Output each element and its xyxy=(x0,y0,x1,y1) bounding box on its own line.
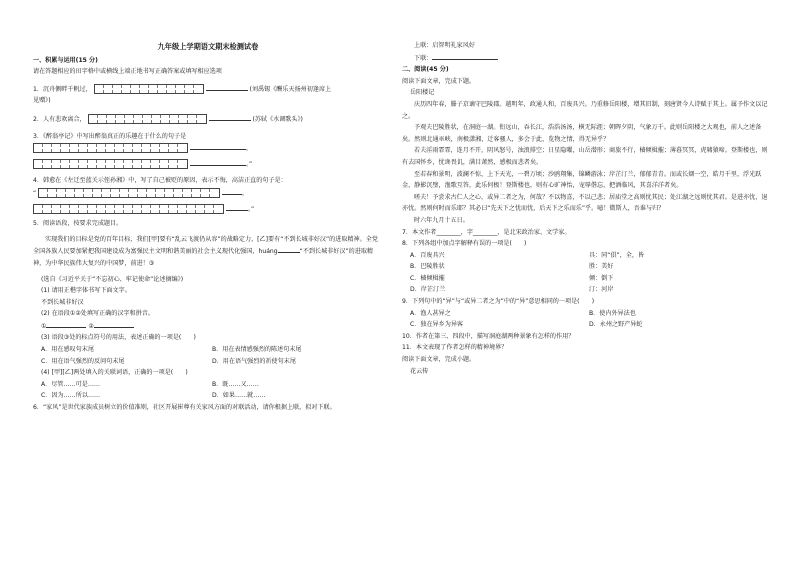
question-10: 10．作者在第三、四段中，描写洞庭湖两种景象有怎样的作用？ xyxy=(402,332,575,340)
q1-source-cont: 见赠》) xyxy=(33,97,51,105)
q5-passage xyxy=(33,234,383,270)
q8-option-b-gloss: 胜：美好 xyxy=(589,263,614,271)
q4-writing-grid-1[interactable] xyxy=(38,188,220,198)
article-paragraph-6: 时六年九月十五日。 xyxy=(414,216,469,224)
q5-source: (选自《习近平关于“不忘初心、牢记使命”论述摘编》) xyxy=(41,275,184,283)
q3-writing-grid-1[interactable] xyxy=(33,143,188,153)
couplet-answer-line[interactable] xyxy=(432,52,498,60)
option-a[interactable]: A．用在感叹句末尾 xyxy=(41,346,94,354)
right-column xyxy=(402,0,768,377)
q5-sub-2-mark-1: ① xyxy=(41,322,47,330)
couplet-upper: 上联：启智明礼家风好 xyxy=(414,42,475,49)
q4-writing-grid-2[interactable] xyxy=(33,204,224,214)
option-a[interactable]: A．尽管……可是…… xyxy=(41,380,101,388)
couplet-lower xyxy=(402,52,768,65)
question-6: 6．“家风”是世代家族成员树立的价值准则，社区开展崔尊有关家风方面的对联活动，请你根据上联，拟对下联。 xyxy=(33,404,336,412)
q1-prompt: 1．沉舟侧畔千帆过， xyxy=(33,85,92,93)
article-paragraph-3: 若夫淫雨霏霏，连月不开，阴风怒号，浊浪排空；日星隐曜，山岳潜形；商旅不行，樯倾楫摧；薄暮冥冥，虎啸猿啼。登斯楼也，则有去国怀乡，忧谗畏讥，满目萧然，感极而悲者矣。 xyxy=(402,147,768,166)
q5-sub-3: (3) 语段③处的标点符号的用法，表述正确的一项是( ) xyxy=(41,334,196,342)
option-c[interactable]: C．用在语气强烈的反问句末尾 xyxy=(41,357,125,365)
section-heading-2: 二、阅读(45 分) xyxy=(402,66,449,74)
q8-option-d-word: D．岸芷汀兰 xyxy=(410,286,446,294)
reading-intro: 阅读下面文章，完成下题。 xyxy=(402,77,476,85)
option-c[interactable]: C．独在异乡为异客 xyxy=(410,321,464,329)
q4-answer-row-2 xyxy=(33,203,383,216)
exam-title: 九年级上学期语文期末检测试卷 xyxy=(157,42,259,51)
q4-open-quote: “ xyxy=(33,189,37,197)
section-heading-1: 一、积累与运用(15 分) xyxy=(33,56,98,64)
q4-answer-line-2[interactable] xyxy=(226,203,248,211)
q5-sub-2: (2) 在语段①②处填写正确的汉字和拼音。 xyxy=(41,310,154,318)
q8-option-d[interactable] xyxy=(402,284,768,296)
reading-intro-2: 阅读下面文章，完成小题。 xyxy=(402,356,476,364)
q5-sub-2-line-1[interactable] xyxy=(46,320,86,328)
q5-sub-1-text: 不到长城非好汉 xyxy=(41,298,84,306)
q5-blank-1[interactable] xyxy=(278,245,300,253)
q3-answer-line-1[interactable] xyxy=(190,142,246,150)
q2-writing-grid[interactable] xyxy=(88,114,207,124)
q3-answer-row-1 xyxy=(33,142,383,155)
q8-option-a[interactable] xyxy=(402,250,768,262)
q8-option-b-word: B．巴陵胜状 xyxy=(410,263,445,271)
q5-sub-4-options-2 xyxy=(33,390,383,402)
q3-writing-grid-2[interactable] xyxy=(33,159,188,169)
question-11: 11．本文表现了作者怎样的精神境界？ xyxy=(402,344,508,352)
q5-sub-3-options-2 xyxy=(33,356,383,368)
question-9: 9．下列句中的“异”与“或异二者之为”中的“异”意思相同的一项是( ) xyxy=(402,298,595,306)
q8-option-d-gloss: 汀：河岸 xyxy=(589,286,614,294)
option-d[interactable]: D．用在语气强烈的祈使句末尾 xyxy=(212,357,296,365)
option-c[interactable]: C．因为……所以…… xyxy=(41,392,101,400)
question-1 xyxy=(33,83,383,96)
q8-option-c-gloss: 倾：倒下 xyxy=(589,274,614,282)
q8-option-a-word: A．百废具兴 xyxy=(410,251,445,259)
question-8: 8．下列各组中加点字解释有误的一项是( ) xyxy=(402,240,527,248)
q4-comma: ， xyxy=(242,189,249,197)
q5-sub-2-mark-2: ② xyxy=(88,322,94,330)
question-3: 3．《醉翁亭记》中写出醉翁真正的乐趣在于什么的句子是 xyxy=(33,132,187,140)
option-b[interactable]: B．既……又…… xyxy=(212,380,259,388)
q5-sub-4: (4) [甲][乙]两处填入的关联词语，正确的一项是( ) xyxy=(41,369,188,377)
q1-source: (刘禹锡《酬乐天扬州初逢席上 xyxy=(249,85,332,93)
q1-writing-grid[interactable] xyxy=(94,84,204,94)
instruction-text: 请在答题相应的田字格中或横线上端正地书写正确答案或填写相应选项 xyxy=(33,68,222,76)
left-column xyxy=(33,0,383,414)
q2-source: (苏轼《水调歌头》) xyxy=(252,115,303,123)
option-a[interactable]: A．渔人甚异之 xyxy=(410,309,451,317)
article-paragraph-1: 庆历四年春，滕子京谪守巴陵郡。越明年，政通人和，百废具兴。乃重修岳阳楼，增其旧制，刻唐贤今人诗赋于其上。属予作文以记之。 xyxy=(402,100,768,120)
option-b[interactable]: B．使内外异法也 xyxy=(589,309,636,317)
couplet-lower-label: 下联： xyxy=(414,54,433,62)
q8-option-b[interactable] xyxy=(402,261,768,273)
q9-options-1 xyxy=(402,308,768,320)
q5-sub-4-options-1 xyxy=(33,379,383,391)
q5-sub-2-answers xyxy=(33,320,383,333)
q3-comma: ， xyxy=(245,145,253,153)
question-4: 4．韩愈在《左迁至蓝关示侄孙湘》中，写了自己被贬的原因，表示不悔，高洁正直的句子是： xyxy=(33,177,287,185)
q8-option-c[interactable] xyxy=(402,273,768,285)
q3-answer-line-2[interactable] xyxy=(190,158,246,166)
q8-option-c-word: C．樯倾楫摧 xyxy=(410,274,445,282)
article-paragraph-4: 至若春和景明，波澜不惊，上下天光，一碧万顷；沙鸥翔集，锦鳞游泳；岸芷汀兰，郁郁青青。而或长烟一空，皓月千里，浮光跃金，静影沉璧，渔歌互答，此乐何极！登斯楼也，则有心旷神怡，宠辱偕忘，把酒临风，其喜洋洋者矣。 xyxy=(402,170,762,190)
article-paragraph-5: 嗟夫！予尝求古仁人之心，或异二者之为，何哉？不以物喜，不以己悲；居庙堂之高则忧其民；处江湖之远则忧其君。是进亦忧，退亦忧。然则何时而乐耶？其必曰“先天下之忧而忧，后天下之乐而乐”乎。噫！微斯人，吾谁与归？ xyxy=(402,193,768,213)
q2-prompt: 2．人有悲欢离合， xyxy=(33,115,86,123)
question-7: 7．本文作者________，字________，是北宋政治家、文学家。 xyxy=(402,228,571,236)
option-b[interactable]: B．用在表情感强烈的陈述句末尾 xyxy=(212,346,302,354)
option-d[interactable]: D．永州之野产异蛇 xyxy=(589,321,643,329)
q1-answer-line[interactable] xyxy=(206,83,248,91)
question-2 xyxy=(33,113,383,126)
q5-sub-2-line-2[interactable] xyxy=(94,320,134,328)
q4-end-quote: 。” xyxy=(247,205,255,213)
q5-passage-cont: “不到长城非好汉”的进取精神，为中华民族伟大复兴的中国梦，前进！③ xyxy=(33,248,374,267)
q3-answer-row-2 xyxy=(33,158,383,171)
q4-answer-line-1[interactable] xyxy=(222,187,242,195)
question-5: 5．阅读语段，按要求完成题目。 xyxy=(33,220,123,228)
article-title: 岳阳楼记 xyxy=(410,89,435,97)
q4-answer-row-1 xyxy=(33,187,383,200)
article-paragraph-2: 予观夫巴陵胜状，在洞庭一湖。衔远山，吞长江，浩浩汤汤，横无际涯；朝晖夕阴，气象万千。此则岳阳楼之大观也，前人之述备矣。然则北通巫峡，南极潇湘，迁客骚人，多会于此，览物之情，得无异乎？ xyxy=(402,124,762,143)
q2-answer-line[interactable] xyxy=(209,113,251,121)
next-article-title: 花云传 xyxy=(410,367,429,375)
q5-sub-1: (1) 请用正楷字体书写下面文字。 xyxy=(41,287,131,295)
option-d[interactable]: D．如果……就…… xyxy=(212,392,266,400)
q5-sub-3-options-1 xyxy=(33,344,383,356)
q3-end-quote: 。” xyxy=(245,160,253,168)
q5-passage-text: 实现我们的目标是党的百年目标，我们[甲]要有“乱云飞渡仍从容”的战略定力，[乙]要有“不到长城非好汉”的进取精神。全党全国各族人民要加紧把我国建设成为富强民主文明和谐美丽的社会主义现代化强国，huáng xyxy=(33,235,378,256)
q8-option-a-gloss: 具：同“俱”，全，皆 xyxy=(589,251,645,259)
q9-options-2 xyxy=(402,319,768,331)
